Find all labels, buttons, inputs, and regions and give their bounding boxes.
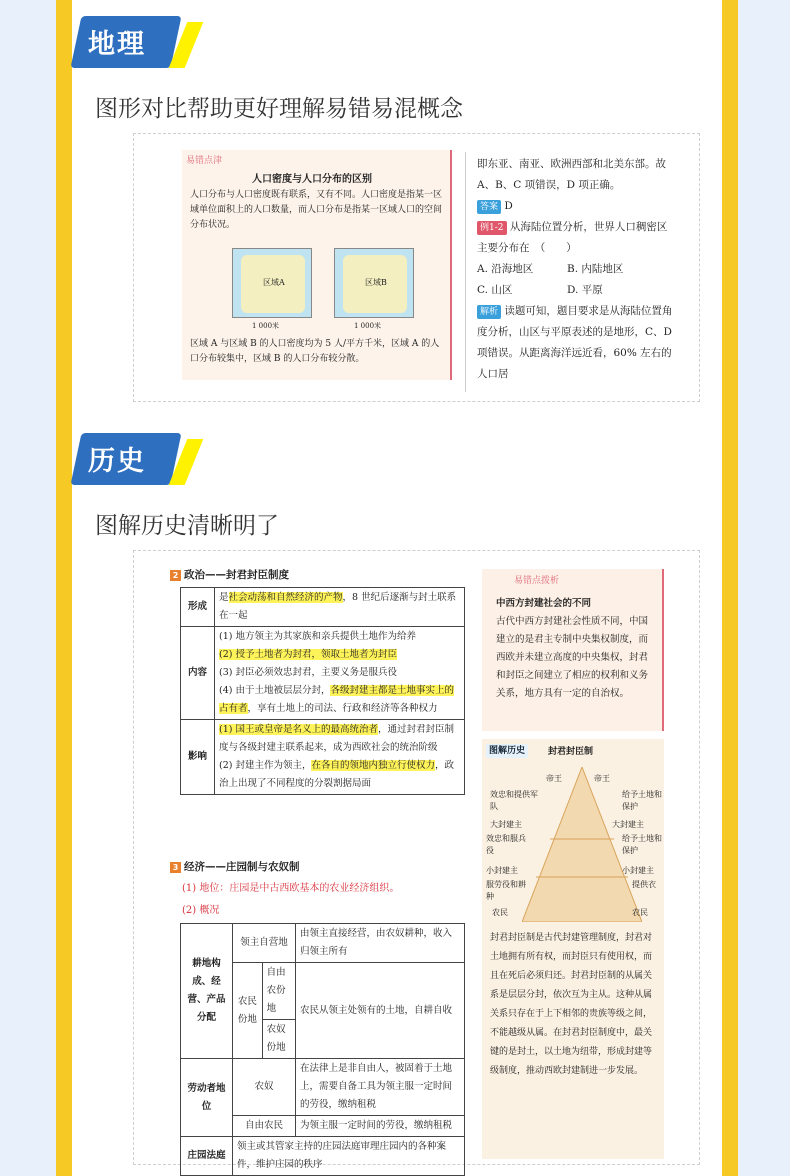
t-free-land: 自由农份地 <box>262 963 295 1020</box>
lbl-farm2: 农民 <box>632 908 648 917</box>
t-serf: 农民份地 <box>233 963 263 1059</box>
t-serf-land: 农奴份地 <box>262 1020 295 1059</box>
t-h3: 庄园法庭 <box>181 1137 233 1176</box>
geo-right-column <box>477 154 677 385</box>
lbl-l1: 效忠和提供军队 <box>490 790 538 811</box>
diagram-panel <box>482 739 664 1159</box>
geo-note-text: 人口分布与人口密度既有联系，又有不同。人口密度是指某一区域单位面积上的人口数量，而人口分布是指某一区域人口的空间分布状况。 <box>190 190 443 230</box>
answer-value: D <box>504 200 513 212</box>
lbl-r2: 给予土地和保护 <box>622 834 662 855</box>
row-impact-head: 影响 <box>181 720 215 795</box>
geo-note-box <box>182 150 452 380</box>
t-h2: 劳动者地位 <box>181 1059 233 1137</box>
lbl-small1: 小封建主 <box>486 866 518 875</box>
sec3-point2: (2) 概况 <box>182 905 220 916</box>
geo-note-label: 易错点津 <box>186 156 223 166</box>
option-b: B. 内陆地区 <box>567 263 624 275</box>
diagram-title: 封君封臣制 <box>548 747 594 757</box>
sec2-heading: 2 政治——封君封臣制度 <box>170 567 289 582</box>
lbl-small2: 小封建主 <box>622 866 654 875</box>
lbl-l3: 服劳役和耕种 <box>486 880 526 901</box>
lbl-r3: 提供衣 <box>632 880 656 889</box>
geo-right-line1: 即东亚、南亚、欧洲西部和北美东部。故 A、B、C 项错误，D 项正确。 <box>477 158 666 191</box>
t-serf2: 农奴 <box>233 1059 296 1116</box>
dim-b: 1 000米 <box>354 322 382 330</box>
lbl-big2: 大封建主 <box>612 820 644 829</box>
t-freeman: 自由农民 <box>233 1116 296 1137</box>
t-lord-text: 由领主直接经营，由农奴耕种，收入归领主所有 <box>295 924 464 963</box>
t-serf2-text: 在法律上是非自由人，被固着于土地上，需要自备工具为领主服一定时间的劳役，缴纳租税 <box>295 1059 464 1116</box>
region-a-label: 区域A <box>263 278 285 287</box>
row-formation-head: 形成 <box>181 588 215 627</box>
sec3-point1: (1) 地位：庄园是中古西欧基本的农业经济组织。 <box>182 883 400 894</box>
option-d: D. 平原 <box>567 284 603 296</box>
option-c: C. 山区 <box>477 284 513 296</box>
sec3-heading: 3 经济——庄园制与农奴制 <box>170 859 300 874</box>
diagram-text: 封君封臣制是古代封建管理制度，封君对土地拥有所有权，而封臣只有使用权，而且在死后必须归还。封君封臣制的从属关系是层层分封，依次互为主从。这种从属关系只存在于上下相邻的贵族等级之间，不能越级从属。在封君封臣制度中，最关键的是封土，以土地为纽带，形成封建等级制度，推动西欧封建制进一步发展。 <box>490 933 653 1076</box>
example-tag: 例1-2 <box>477 221 507 235</box>
t-freeman-text: 为领主服一定时间的劳役，缴纳租税 <box>295 1116 464 1137</box>
region-a-map <box>232 248 312 318</box>
row-impact-text: (1) 国王或皇帝是名义上的最高统治者，通过封君封臣制度与各级封建主联系起来，成为西欧社会的统治阶级 (2) 封建主作为领主，在各自的领地内独立行使权力，政治上出现了不同程度的分裂割据局面 <box>215 720 465 795</box>
dim-a: 1 000米 <box>252 322 280 330</box>
diagram-tag: 图解历史 <box>486 744 528 758</box>
row-content-head: 内容 <box>181 627 215 720</box>
t-court-text: 领主或其管家主持的庄园法庭审理庄园内的各种案件，维护庄园的秩序 <box>233 1137 465 1176</box>
t-lord: 领主自营地 <box>233 924 296 963</box>
hist-note-title: 中西方封建社会的不同 <box>496 598 592 609</box>
hist-note-text: 古代中西方封建社会性质不同，中国建立的是君主专制中央集权制度，而西欧并未建立高度的中央集权，封君和封臣之间建立了相应的权利和义务关系，地方具有一定的自治权。 <box>496 616 649 699</box>
hist-subtitle: 图解历史清晰明了 <box>95 513 279 539</box>
analysis-text: 读题可知，题目要求是从海陆位置角度分析，山区与平原表述的是地形，C、D 项错误。从距离海洋远近看，60% 左右的人口居 <box>477 305 673 380</box>
manor-table <box>180 923 465 1176</box>
lbl-king2: 帝王 <box>594 774 610 783</box>
region-b-map <box>334 248 414 318</box>
t-serf-text: 农民从领主处领有的土地，自耕自收 <box>295 963 464 1059</box>
geo-badge-label: 地理 <box>88 29 146 60</box>
geo-subtitle: 图形对比帮助更好理解易错易混概念 <box>95 96 463 122</box>
answer-tag: 答案 <box>477 200 501 214</box>
geo-note-title: 人口密度与人口分布的区别 <box>252 174 372 185</box>
region-b-label: 区域B <box>365 278 387 287</box>
t-h1: 耕地构成、经营、产品分配 <box>181 924 233 1059</box>
hist-badge-label: 历史 <box>88 446 146 477</box>
lbl-l2: 效忠和服兵役 <box>486 834 526 855</box>
hist-note-box <box>482 569 664 731</box>
example-text: 从海陆位置分析，世界人口稠密区主要分布在 （ ） <box>477 221 668 254</box>
politics-table <box>180 587 465 795</box>
geo-badge <box>76 16 194 68</box>
row-content-text: (1) 地方领主为其家族和亲兵提供土地作为给养 (2) 授予土地者为封君，领取土地者为封臣 (3) 封臣必须效忠封君，主要义务是服兵役 (4) 由于土地被层层分封，各级封建主都是土地事实上的占有者，享有土地上的司法、行政和经济等各种权力 <box>215 627 465 720</box>
lbl-farm1: 农民 <box>492 908 508 917</box>
row-formation-text: 是社会动荡和自然经济的产物，8 世纪后逐渐与封土联系在一起 <box>215 588 465 627</box>
option-a: A. 沿海地区 <box>477 263 534 275</box>
hist-note-label: 易错点拨析 <box>514 576 560 586</box>
geo-note-bottom: 区域 A 与区域 B 的人口密度均为 5 人/平方千米，区域 A 的人口分布较集中，区域 B 的人口分布较分散。 <box>190 339 440 364</box>
hist-book-page <box>133 550 700 1170</box>
lbl-r1: 给予土地和保护 <box>622 790 662 811</box>
lbl-king1: 帝王 <box>546 774 562 783</box>
lbl-big1: 大封建主 <box>490 820 522 829</box>
analysis-tag: 解析 <box>477 305 501 319</box>
hist-badge <box>76 433 194 485</box>
geo-book-page <box>133 133 700 402</box>
